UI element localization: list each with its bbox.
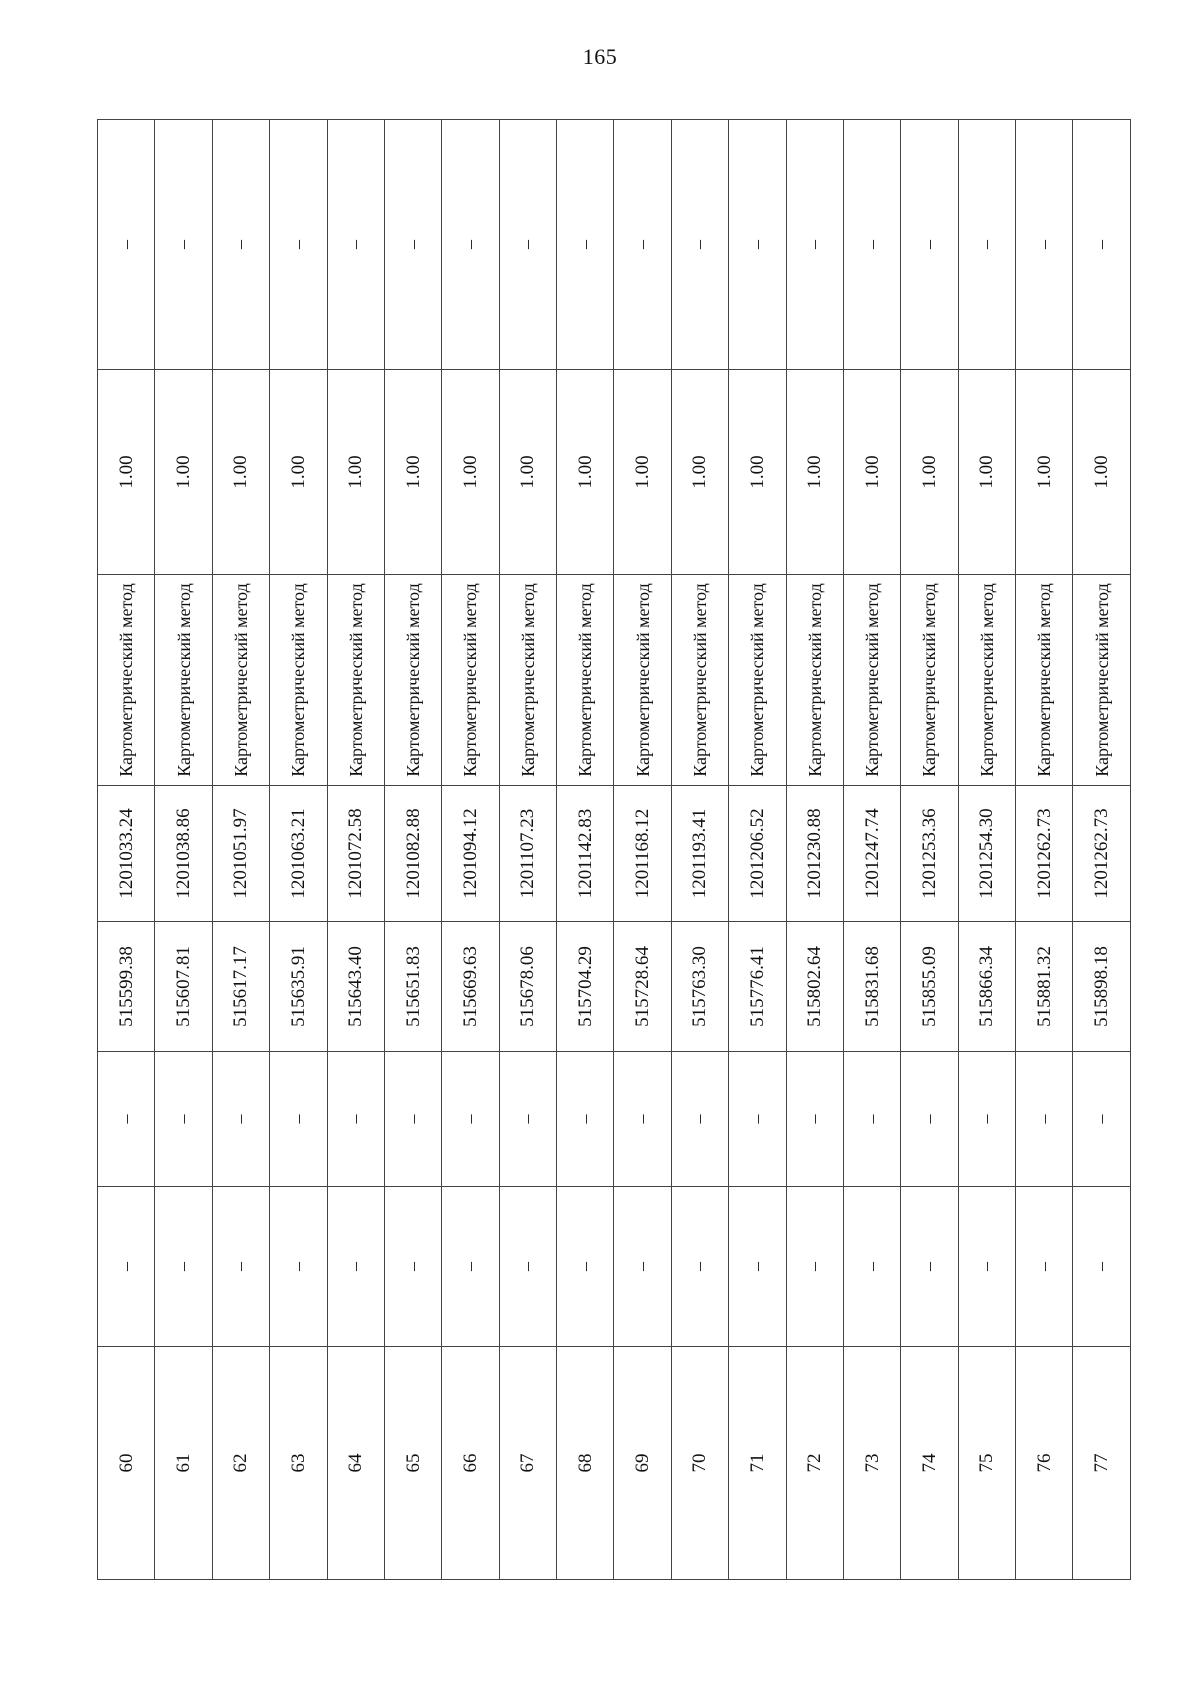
y-coordinate-cell: 1201082.88 — [384, 786, 441, 922]
x-coordinate-cell: 515617.17 — [212, 922, 269, 1052]
x-coordinate-cell: 515898.18 — [1073, 922, 1131, 1052]
point-number-cell: 77 — [1073, 1347, 1131, 1580]
note-cell: – — [557, 120, 614, 370]
empty-value-cell: – — [614, 1187, 671, 1347]
accuracy-cell: 1.00 — [442, 370, 499, 575]
accuracy-cell: 1.00 — [98, 370, 155, 575]
point-number-cell: 64 — [327, 1347, 384, 1580]
empty-value-cell: – — [98, 1187, 155, 1347]
empty-value-cell: – — [1073, 1187, 1131, 1347]
point-number-cell: 74 — [901, 1347, 958, 1580]
note-cell: – — [671, 120, 728, 370]
empty-value-cell: – — [384, 1187, 441, 1347]
x-coordinate-cell: 515669.63 — [442, 922, 499, 1052]
table-row — [212, 120, 269, 1580]
method-cell: Картометрический метод — [843, 575, 900, 786]
method-cell: Картометрический метод — [557, 575, 614, 786]
empty-value-cell: – — [155, 1052, 212, 1187]
y-coordinate-cell: 1201142.83 — [557, 786, 614, 922]
coordinates-table — [97, 119, 1131, 1580]
note-cell: – — [499, 120, 556, 370]
method-cell: Картометрический метод — [212, 575, 269, 786]
point-number-cell: 68 — [557, 1347, 614, 1580]
method-cell: Картометрический метод — [384, 575, 441, 786]
method-cell: Картометрический метод — [901, 575, 958, 786]
accuracy-cell: 1.00 — [212, 370, 269, 575]
accuracy-cell: 1.00 — [384, 370, 441, 575]
empty-value-cell: – — [499, 1052, 556, 1187]
table-row — [98, 120, 155, 1580]
accuracy-cell: 1.00 — [155, 370, 212, 575]
method-cell: Картометрический метод — [729, 575, 786, 786]
method-cell: Картометрический метод — [270, 575, 327, 786]
empty-value-cell: – — [958, 1187, 1015, 1347]
empty-value-cell: – — [1016, 1187, 1073, 1347]
table-row — [786, 120, 843, 1580]
y-coordinate-cell: 1201033.24 — [98, 786, 155, 922]
accuracy-cell: 1.00 — [729, 370, 786, 575]
method-cell: Картометрический метод — [98, 575, 155, 786]
accuracy-cell: 1.00 — [499, 370, 556, 575]
point-number-cell: 62 — [212, 1347, 269, 1580]
empty-value-cell: – — [1073, 1052, 1131, 1187]
x-coordinate-cell: 515881.32 — [1016, 922, 1073, 1052]
y-coordinate-cell: 1201063.21 — [270, 786, 327, 922]
note-cell: – — [442, 120, 499, 370]
table-row — [442, 120, 499, 1580]
y-coordinate-cell: 1201072.58 — [327, 786, 384, 922]
empty-value-cell: – — [843, 1187, 900, 1347]
point-number-cell: 66 — [442, 1347, 499, 1580]
x-coordinate-cell: 515831.68 — [843, 922, 900, 1052]
x-coordinate-cell: 515866.34 — [958, 922, 1015, 1052]
table-row — [327, 120, 384, 1580]
y-coordinate-cell: 1201107.23 — [499, 786, 556, 922]
empty-value-cell: – — [557, 1052, 614, 1187]
note-cell: – — [1016, 120, 1073, 370]
accuracy-cell: 1.00 — [614, 370, 671, 575]
note-cell: – — [901, 120, 958, 370]
note-cell: – — [212, 120, 269, 370]
table-row — [155, 120, 212, 1580]
note-cell: – — [155, 120, 212, 370]
y-coordinate-cell: 1201247.74 — [843, 786, 900, 922]
method-cell: Картометрический метод — [614, 575, 671, 786]
point-number-cell: 61 — [155, 1347, 212, 1580]
table-row — [614, 120, 671, 1580]
empty-value-cell: – — [786, 1052, 843, 1187]
x-coordinate-cell: 515643.40 — [327, 922, 384, 1052]
y-coordinate-cell: 1201193.41 — [671, 786, 728, 922]
empty-value-cell: – — [557, 1187, 614, 1347]
note-cell: – — [98, 120, 155, 370]
point-number-cell: 65 — [384, 1347, 441, 1580]
point-number-cell: 76 — [1016, 1347, 1073, 1580]
empty-value-cell: – — [442, 1187, 499, 1347]
table-row — [843, 120, 900, 1580]
accuracy-cell: 1.00 — [843, 370, 900, 575]
x-coordinate-cell: 515763.30 — [671, 922, 728, 1052]
x-coordinate-cell: 515607.81 — [155, 922, 212, 1052]
x-coordinate-cell: 515599.38 — [98, 922, 155, 1052]
point-number-cell: 71 — [729, 1347, 786, 1580]
empty-value-cell: – — [901, 1052, 958, 1187]
table-row — [729, 120, 786, 1580]
point-number-cell: 75 — [958, 1347, 1015, 1580]
table-row — [958, 120, 1015, 1580]
y-coordinate-cell: 1201230.88 — [786, 786, 843, 922]
empty-value-cell: – — [327, 1052, 384, 1187]
note-cell: – — [1073, 120, 1131, 370]
method-cell: Картометрический метод — [958, 575, 1015, 786]
empty-value-cell: – — [155, 1187, 212, 1347]
table-row — [671, 120, 728, 1580]
page-number: 165 — [582, 44, 618, 69]
empty-value-cell: – — [1016, 1052, 1073, 1187]
empty-value-cell: – — [786, 1187, 843, 1347]
empty-value-cell: – — [729, 1187, 786, 1347]
note-cell: – — [843, 120, 900, 370]
empty-value-cell: – — [442, 1052, 499, 1187]
y-coordinate-cell: 1201262.73 — [1016, 786, 1073, 922]
table-row — [270, 120, 327, 1580]
y-coordinate-cell: 1201051.97 — [212, 786, 269, 922]
point-number-cell: 60 — [98, 1347, 155, 1580]
note-cell: – — [384, 120, 441, 370]
table-body — [98, 120, 1131, 1580]
x-coordinate-cell: 515728.64 — [614, 922, 671, 1052]
method-cell: Картометрический метод — [499, 575, 556, 786]
empty-value-cell: – — [499, 1187, 556, 1347]
y-coordinate-cell: 1201168.12 — [614, 786, 671, 922]
empty-value-cell: – — [270, 1187, 327, 1347]
point-number-cell: 73 — [843, 1347, 900, 1580]
accuracy-cell: 1.00 — [1073, 370, 1131, 575]
empty-value-cell: – — [843, 1052, 900, 1187]
method-cell: Картометрический метод — [1073, 575, 1131, 786]
method-cell: Картометрический метод — [155, 575, 212, 786]
point-number-cell: 70 — [671, 1347, 728, 1580]
empty-value-cell: – — [384, 1052, 441, 1187]
empty-value-cell: – — [212, 1052, 269, 1187]
note-cell: – — [614, 120, 671, 370]
point-number-cell: 69 — [614, 1347, 671, 1580]
y-coordinate-cell: 1201094.12 — [442, 786, 499, 922]
y-coordinate-cell: 1201038.86 — [155, 786, 212, 922]
note-cell: – — [786, 120, 843, 370]
y-coordinate-cell: 1201253.36 — [901, 786, 958, 922]
x-coordinate-cell: 515704.29 — [557, 922, 614, 1052]
empty-value-cell: – — [614, 1052, 671, 1187]
accuracy-cell: 1.00 — [786, 370, 843, 575]
accuracy-cell: 1.00 — [958, 370, 1015, 575]
empty-value-cell: – — [212, 1187, 269, 1347]
accuracy-cell: 1.00 — [557, 370, 614, 575]
x-coordinate-cell: 515635.91 — [270, 922, 327, 1052]
accuracy-cell: 1.00 — [327, 370, 384, 575]
empty-value-cell: – — [729, 1052, 786, 1187]
method-cell: Картометрический метод — [671, 575, 728, 786]
method-cell: Картометрический метод — [786, 575, 843, 786]
accuracy-cell: 1.00 — [901, 370, 958, 575]
x-coordinate-cell: 515855.09 — [901, 922, 958, 1052]
empty-value-cell: – — [98, 1052, 155, 1187]
y-coordinate-cell: 1201254.30 — [958, 786, 1015, 922]
point-number-cell: 67 — [499, 1347, 556, 1580]
accuracy-cell: 1.00 — [1016, 370, 1073, 575]
method-cell: Картометрический метод — [1016, 575, 1073, 786]
note-cell: – — [729, 120, 786, 370]
empty-value-cell: – — [327, 1187, 384, 1347]
table-row — [1073, 120, 1131, 1580]
empty-value-cell: – — [671, 1052, 728, 1187]
method-cell: Картометрический метод — [327, 575, 384, 786]
y-coordinate-cell: 1201262.73 — [1073, 786, 1131, 922]
accuracy-cell: 1.00 — [270, 370, 327, 575]
table-row — [1016, 120, 1073, 1580]
coordinates-table-container — [97, 120, 1131, 1580]
table-row — [499, 120, 556, 1580]
note-cell: – — [958, 120, 1015, 370]
x-coordinate-cell: 515776.41 — [729, 922, 786, 1052]
empty-value-cell: – — [270, 1052, 327, 1187]
x-coordinate-cell: 515802.64 — [786, 922, 843, 1052]
x-coordinate-cell: 515678.06 — [499, 922, 556, 1052]
empty-value-cell: – — [901, 1187, 958, 1347]
empty-value-cell: – — [958, 1052, 1015, 1187]
point-number-cell: 63 — [270, 1347, 327, 1580]
x-coordinate-cell: 515651.83 — [384, 922, 441, 1052]
note-cell: – — [327, 120, 384, 370]
table-row — [557, 120, 614, 1580]
accuracy-cell: 1.00 — [671, 370, 728, 575]
method-cell: Картометрический метод — [442, 575, 499, 786]
table-row — [901, 120, 958, 1580]
note-cell: – — [270, 120, 327, 370]
y-coordinate-cell: 1201206.52 — [729, 786, 786, 922]
table-row — [384, 120, 441, 1580]
point-number-cell: 72 — [786, 1347, 843, 1580]
empty-value-cell: – — [671, 1187, 728, 1347]
